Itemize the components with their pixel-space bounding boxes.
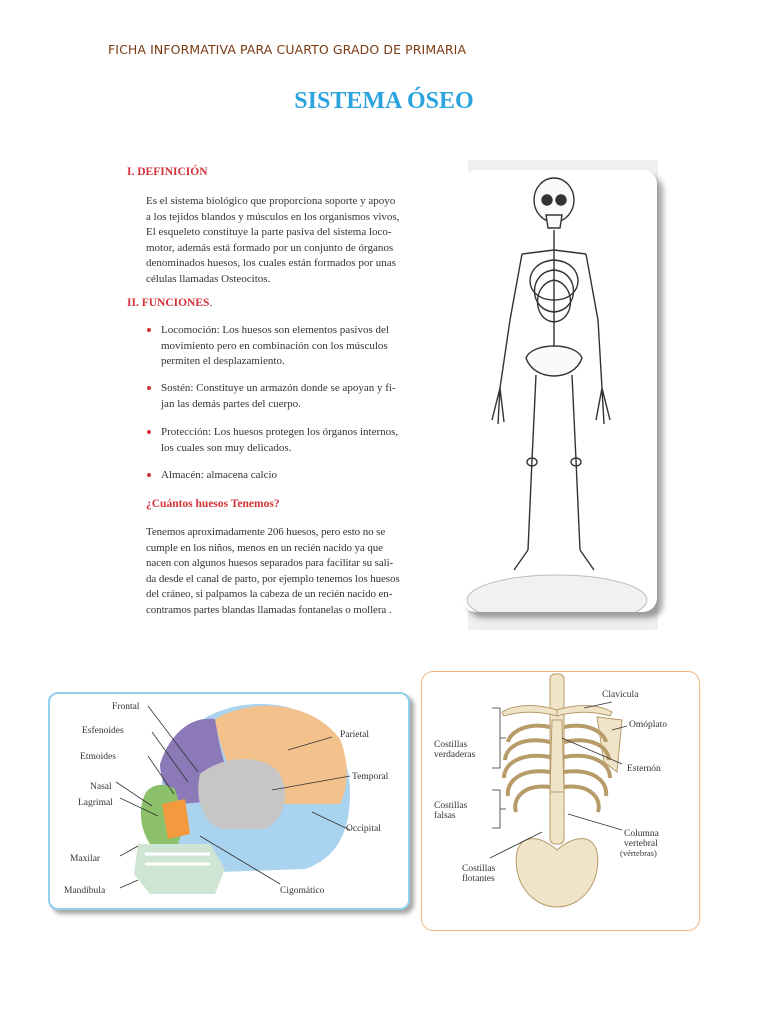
functions-heading-suffix: . [209, 297, 213, 309]
function-bullet [161, 468, 471, 484]
bullet-line: movimiento pero en combinación con los músculos [161, 339, 388, 352]
bones-count-heading: ¿Cuántos huesos Tenemos? [146, 498, 280, 510]
bones-line: del cráneo, si palpamos la cabeza de un recién nacido en- [146, 588, 393, 600]
bullet-dot [147, 386, 151, 390]
bullet-line: Locomoción: Los huesos son elementos pasivos del [161, 324, 389, 336]
function-bullet [161, 323, 471, 370]
label-nasal: Nasal [90, 782, 112, 792]
bones-line: cumple en los niños, menos en un recién nacido ya que [146, 541, 383, 554]
label-esfenoides: Esfenoides [82, 726, 124, 736]
label-occipital: Occipital [346, 824, 381, 834]
label-mandibula: Mandíbula [64, 886, 106, 896]
label-cigomatico: Cigomático [280, 886, 325, 896]
bullet-line: Protección: Los huesos protegen los órganos internos, [161, 426, 399, 438]
skull-diagram [48, 692, 410, 910]
bones-line: da desde el canal de parto, por ejemplo tenemos los huesos [146, 572, 400, 585]
definition-text [146, 194, 399, 287]
bullet-dot [147, 328, 151, 332]
label-costillas-verdaderas: Costillas [434, 740, 468, 750]
functions-heading-text: II. FUNCIONES [127, 297, 210, 309]
skeleton-drawing [462, 170, 657, 612]
bones-line: nacen con algunos huesos separados para facilitar su sali- [146, 557, 394, 569]
page-header: FICHA INFORMATIVA PARA CUARTO GRADO DE PRIMARIA [108, 42, 467, 57]
definition-line: a los tejidos blandos y músculos en los organismos vivos, [146, 210, 400, 223]
thorax-diagram [421, 671, 700, 931]
bones-count-text [146, 525, 400, 618]
label-costillas-falsas-2: falsas [434, 811, 456, 821]
label-parietal: Parietal [340, 730, 370, 740]
bullet-dot [147, 473, 151, 477]
definition-line: motor, además está formado por un conjunto de órganos [146, 241, 394, 254]
bullet-line: los cuales son muy delicados. [161, 441, 292, 454]
label-costillas-flotantes: Costillas [462, 864, 496, 874]
bones-line: contramos partes blandas llamadas fontanelas o mollera . [146, 603, 392, 616]
bullet-line: permiten el desplazamiento. [161, 355, 285, 367]
label-omoplato: Omóplato [629, 720, 667, 730]
label-frontal: Frontal [112, 702, 140, 712]
definition-line: denominados huesos, los cuales están formados por unas [146, 257, 396, 269]
function-bullet [161, 425, 471, 456]
label-etmoides: Etmoides [80, 752, 116, 762]
label-costillas-falsas: Costillas [434, 801, 468, 811]
label-costillas-verdaderas-2: verdaderas [434, 750, 476, 760]
label-temporal: Temporal [352, 772, 389, 782]
function-bullet [161, 381, 471, 412]
label-costillas-flotantes-2: flotantes [462, 874, 495, 884]
bullet-line: Sostén: Constituye un armazón donde se apoyan y fi- [161, 382, 396, 394]
definition-line: El esqueleto constituye la parte pasiva del sistema loco- [146, 226, 392, 238]
functions-heading [127, 297, 212, 309]
label-clavicula: Clavícula [602, 690, 639, 700]
label-lagrimal: Lagrimal [78, 798, 113, 808]
label-maxilar: Maxilar [70, 854, 101, 864]
page-title: SISTEMA ÓSEO [294, 88, 474, 114]
label-vertebras: (vértebras) [620, 848, 657, 858]
definition-line: Es el sistema biológico que proporciona soporte y apoyo [146, 195, 396, 207]
bullet-line: jan las demás partes del cuerpo. [161, 397, 301, 410]
label-vertebral: vertebral [624, 839, 658, 849]
label-columna: Columna [624, 829, 659, 839]
bullet-dot [147, 430, 151, 434]
skeleton-illustration [462, 170, 657, 612]
label-esternon: Esternón [627, 764, 661, 774]
definition-heading: I. DEFINICIÓN [127, 166, 208, 178]
bones-line: Tenemos aproximadamente 206 huesos, pero esto no se [146, 526, 386, 538]
bullet-line: Almacén: almacena calcio [161, 469, 278, 481]
definition-line: células llamadas Osteocitos. [146, 272, 271, 285]
